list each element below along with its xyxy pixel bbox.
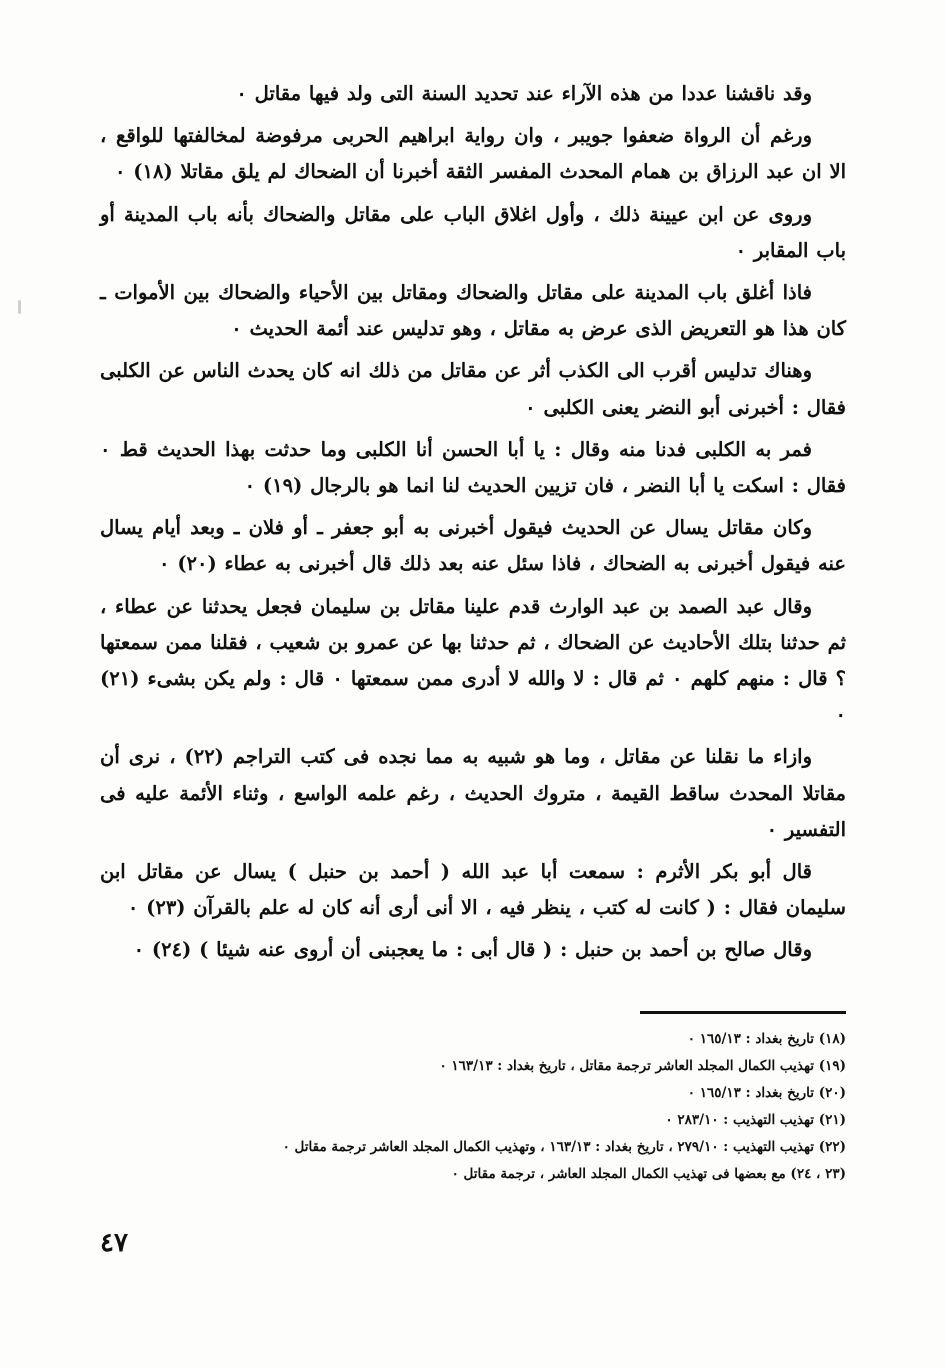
footnote: (٢٢) تهذيب التهذيب : ٢٧٩/١٠ ، تاريخ بغداد : ١٦٣/١٣ ، وتهذيب الكمال المجلد العاشر ترجمة مقاتل ٠ <box>282 1139 846 1155</box>
paragraph: قال أبو بكر الأثرم : سمعت أبا عبد الله ( أحمد بن حنبل ) يسال عن مقاتل ابن سليمان فقال : ( كانت له كتب ، ينظر فيه ، الا أنى أرى أنه كان له علم بالقرآن (٢٣) ٠ <box>100 860 846 920</box>
footnote: (٢٠) تاريخ بغداد : ١٦٥/١٣ ٠ <box>687 1085 846 1101</box>
paragraph: وهناك تدليس أقرب الى الكذب أثر عن مقاتل من ذلك انه كان يحدث الناس عن الكلبى فقال : أخبرنى أبو النضر يعنى الكلبى ٠ <box>100 359 846 419</box>
paragraph: وازاء ما نقلنا عن مقاتل ، وما هو شبيه به مما نجده فى كتب التراجم (٢٢) ، نرى أن مقاتلا المحدث ساقط القيمة ، متروك الحديث ، رغم علمه الواسع ، وثناء الأئمة عليه فى التفسير ٠ <box>100 745 846 841</box>
footnote-divider <box>640 1011 846 1014</box>
paragraph: وقد ناقشنا عددا من هذه الآراء عند تحديد السنة التى ولد فيها مقاتل ٠ <box>236 82 812 105</box>
scan-smudge <box>18 300 21 314</box>
paragraph: وروى عن ابن عيينة ذلك ، وأول اغلاق الباب على مقاتل والضحاك بأنه باب المدينة أو باب المقابر ٠ <box>100 202 846 262</box>
paragraph: فاذا أغلق باب المدينة على مقاتل والضحاك ومقاتل بين الأحياء والضحاك بين الأموات ـ كان هذا هو التعريض الذى عرض به مقاتل ، وهو تدليس عند أئمة الحديث ٠ <box>100 281 846 341</box>
footnote: (٢١) تهذيب التهذيب : ٢٨٣/١٠ ٠ <box>665 1112 846 1128</box>
footnote: (١٩) تهذيب الكمال المجلد العاشر ترجمة مقاتل ، تاريخ بغداد : ١٦٣/١٣ ٠ <box>439 1058 846 1074</box>
footnotes <box>100 1026 846 1188</box>
main-text <box>100 76 846 975</box>
footnote: (٢٣ ، ٢٤) مع بعضها فى تهذيب الكمال المجلد العاشر ، ترجمة مقاتل ٠ <box>451 1166 846 1182</box>
paragraph: وقال صالح بن أحمد بن حنبل : ( قال أبى : ما يعجبنى أن أروى عنه شيئا ) (٢٤) ٠ <box>133 938 812 962</box>
paragraph: ورغم أن الرواة ضعفوا جويبر ، وان رواية ابراهيم الحربى مرفوضة لمخالفتها للواقع ، الا ان عبد الرزاق بن همام المحدث المفسر الثقة أخبرنا أن الضحاك لم يلق مقاتلا (١٨) ٠ <box>100 124 846 184</box>
footnote: (١٨) تاريخ بغداد : ١٦٥/١٣ ٠ <box>687 1031 846 1047</box>
paragraph: وكان مقاتل يسال عن الحديث فيقول أخبرنى به أبو جعفر ـ أو فلان ـ وبعد أيام يسال عنه فيقول أخبرنى به الضحاك ، فاذا سئل عنه بعد ذلك قال أخبرنى به عطاء (٢٠) ٠ <box>100 516 846 576</box>
paragraph: وقال عبد الصمد بن عبد الوارث قدم علينا مقاتل بن سليمان فجعل يحدثنا عن عطاء ، ثم حدثنا بتلك الأحاديث عن الضحاك ، ثم حدثنا بها عن عمرو بن شعيب ، فقلنا ممن سمعتها ؟ قال : منهم كلهم ٠ ثم قال : لا والله لا أدرى ممن سمعتها ٠ قال : ولم يكن بشىء (٢١) ٠ <box>100 594 846 727</box>
paragraph: فمر به الكلبى فدنا منه وقال : يا أبا الحسن أنا الكلبى وما حدثت بهذا الحديث قط ٠ فقال : اسكت يا أبا النضر ، فان تزيين الحديث لنا انما هو بالرجال (١٩) ٠ <box>100 437 846 498</box>
page-number: ٤٧ <box>100 1228 128 1258</box>
